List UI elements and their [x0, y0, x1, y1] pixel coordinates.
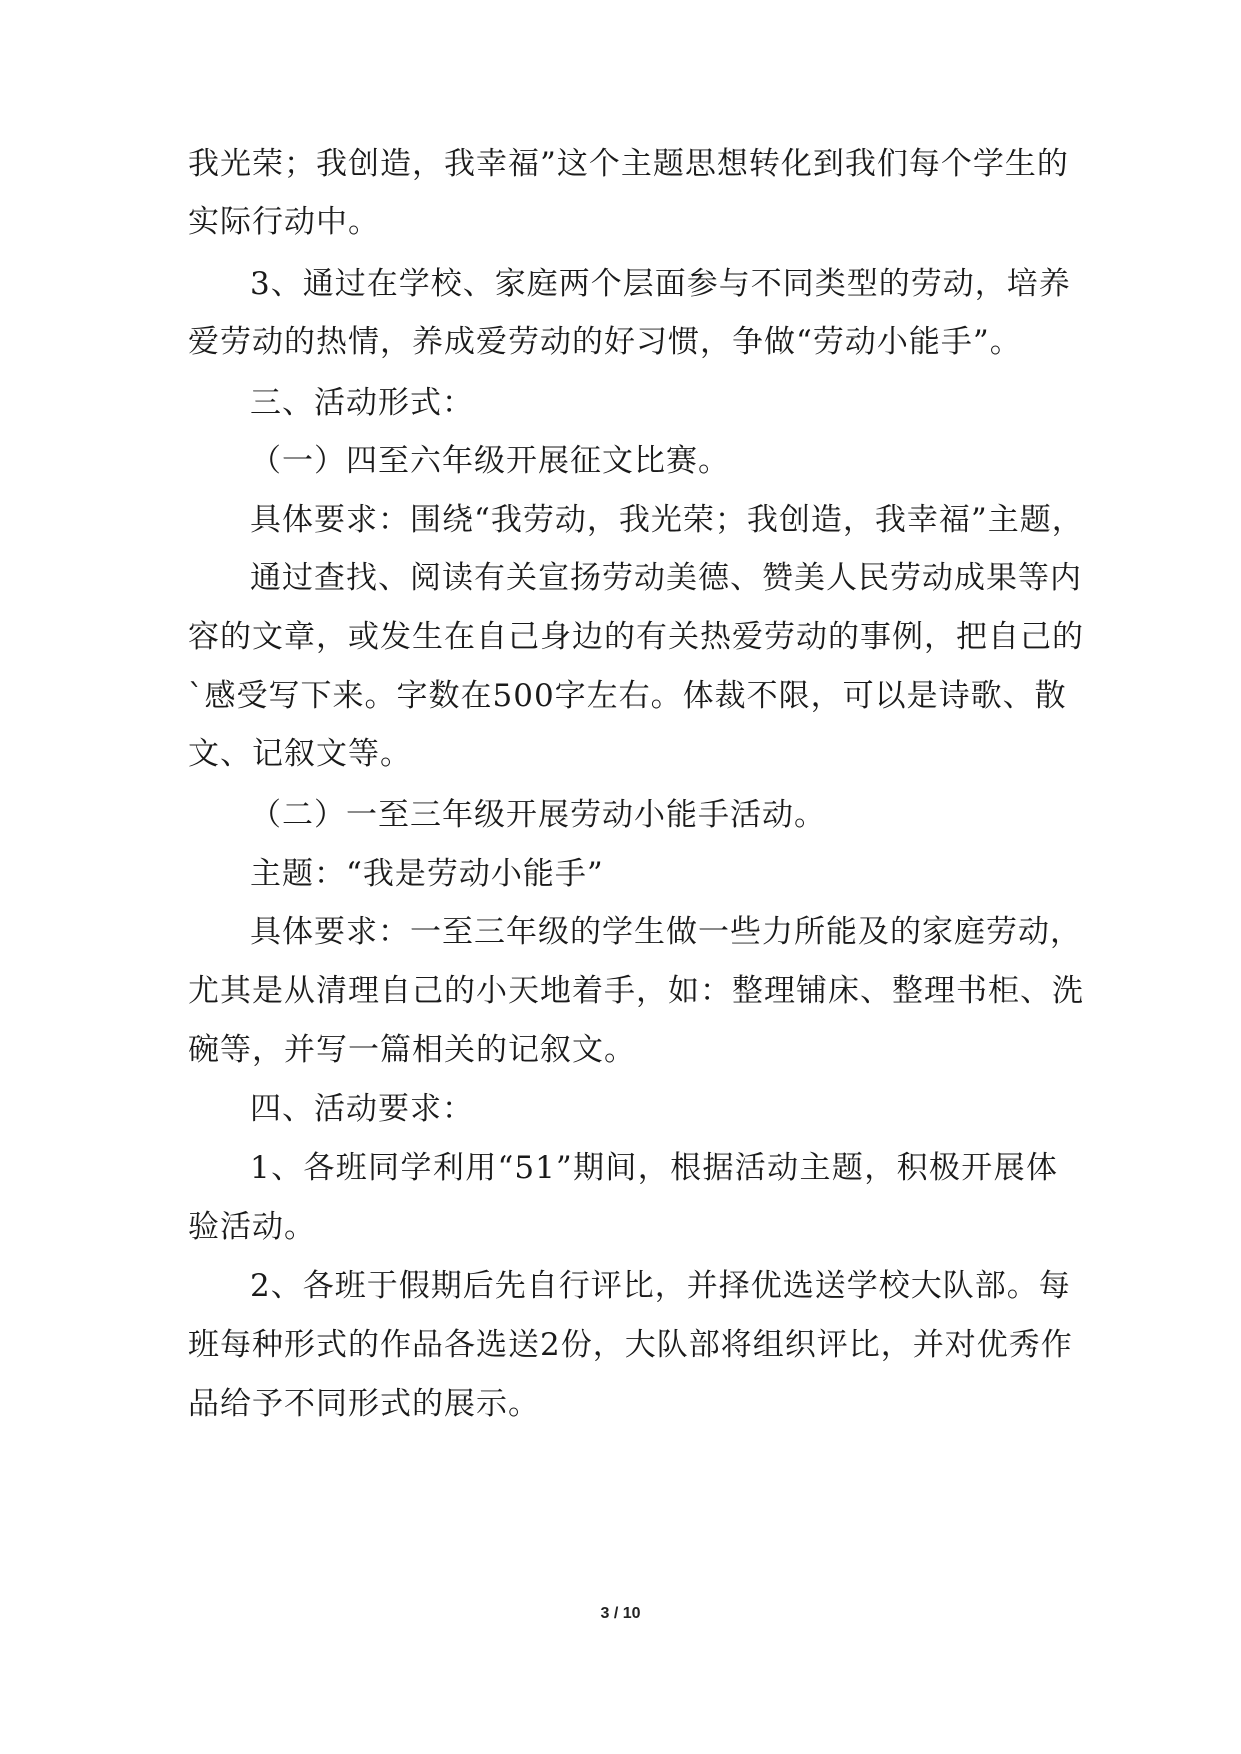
subsection-heading: （一）四至六年级开展征文比赛。 [250, 443, 730, 479]
text-line: 3、通过在学校、家庭两个层面参与不同类型的劳动，培养 [250, 266, 1071, 302]
text-line: 爱劳动的热情，养成爱劳动的好习惯，争做“劳动小能手”。 [188, 324, 1022, 360]
text-line: 尤其是从清理自己的小天地着手，如：整理铺床、整理书柜、洗 [188, 973, 1084, 1009]
text-line: 品给予不同形式的展示。 [188, 1386, 540, 1422]
subsection-heading: （二）一至三年级开展劳动小能手活动。 [250, 797, 826, 833]
text-line: 具体要求：一至三年级的学生做一些力所能及的家庭劳动， [250, 914, 1082, 950]
text-line: 文、记叙文等。 [188, 736, 412, 772]
text-line: 2、各班于假期后先自行评比，并择优选送学校大队部。每 [250, 1268, 1071, 1304]
text-line: 验活动。 [188, 1209, 316, 1245]
text-line: 通过查找、阅读有关宣扬劳动美德、赞美人民劳动成果等内 [250, 560, 1082, 596]
text-line: 主题：“我是劳动小能手” [250, 856, 604, 892]
text-line: 具体要求：围绕“我劳动，我光荣；我创造，我幸福”主题， [250, 502, 1084, 538]
text-line: 实际行动中。 [188, 204, 380, 240]
section-heading: 四、活动要求： [250, 1091, 474, 1127]
text-line: 容的文章，或发生在自己身边的有关热爱劳动的事例，把自己的 [188, 619, 1084, 655]
text-line: 我光荣；我创造，我幸福”这个主题思想转化到我们每个学生的 [188, 146, 1069, 182]
text-line: 碗等，并写一篇相关的记叙文。 [188, 1032, 636, 1068]
page-number: 3 / 10 [600, 1605, 641, 1622]
section-heading: 三、活动形式： [250, 385, 474, 421]
text-line: 班每种形式的作品各选送2份，大队部将组织评比，并对优秀作 [188, 1327, 1073, 1363]
text-line: `感受写下来。字数在500字左右。体裁不限，可以是诗歌、散 [188, 678, 1067, 714]
text-line: 1、各班同学利用“51”期间，根据活动主题，积极开展体 [250, 1150, 1058, 1186]
